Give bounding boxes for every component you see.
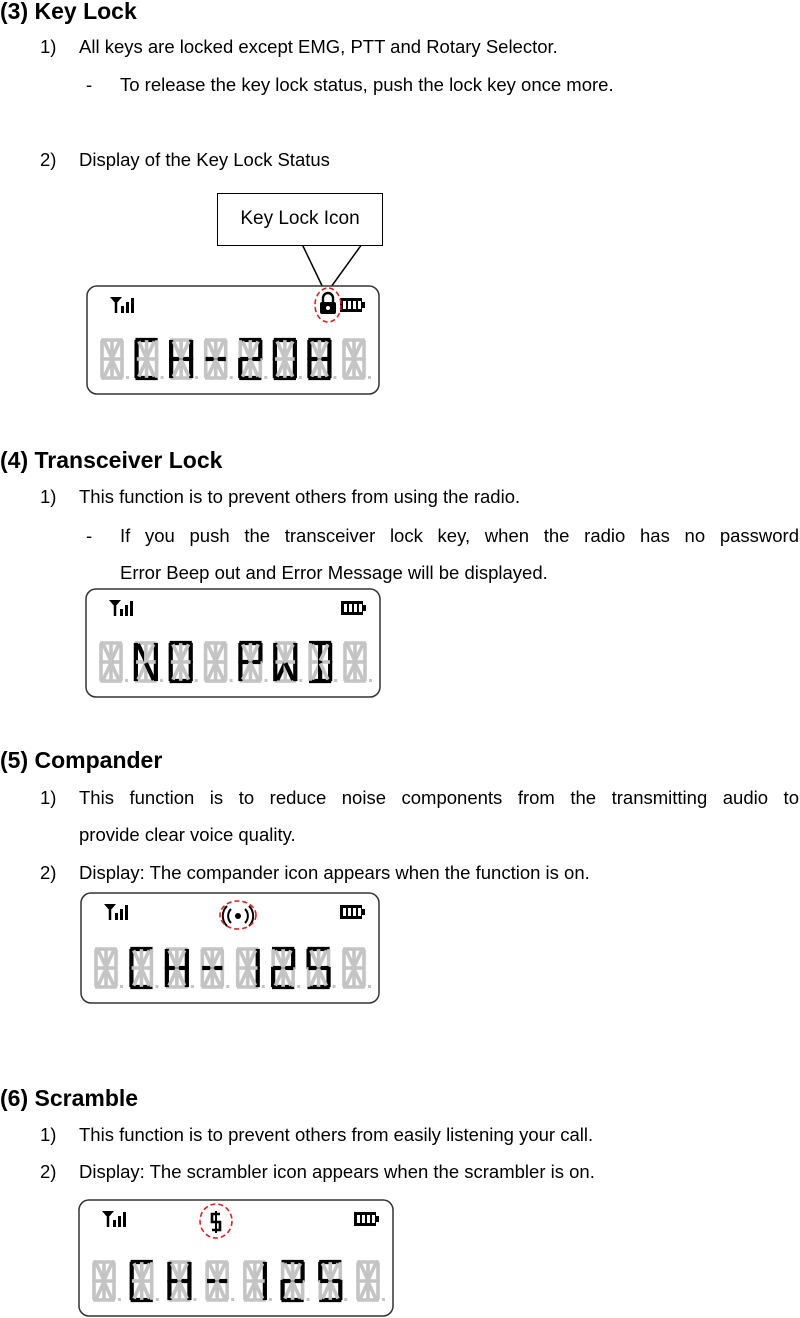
section-heading-scramble: (6) Scramble	[0, 1085, 139, 1111]
section-heading-transceiver-lock: (4) Transceiver Lock	[0, 447, 223, 473]
key-lock-sub-item: To release the key lock status, push the lock key once more.	[120, 74, 614, 95]
transceiver-lock-sub-line-1: If you push the transceiver lock key, when the radio has no password	[120, 525, 799, 546]
key-lock-item-1: All keys are locked except EMG, PTT and Rotary Selector.	[79, 36, 558, 57]
item-number: 2)	[40, 1161, 57, 1182]
dash-bullet: -	[86, 525, 93, 546]
item-number: 2)	[40, 862, 57, 883]
lcd-display	[86, 285, 380, 395]
lcd-display	[80, 892, 380, 1004]
lcd-display	[85, 588, 381, 698]
section-heading-key-lock: (3) Key Lock	[0, 0, 137, 24]
item-number: 1)	[40, 1124, 57, 1145]
item-number: 1)	[40, 486, 57, 507]
section-heading-compander: (5) Compander	[0, 747, 163, 773]
scrambler-icon	[212, 1211, 220, 1233]
compander-item-1-line-2: provide clear voice quality.	[79, 824, 296, 845]
item-number: 1)	[40, 787, 57, 808]
compander-item-1-line-1: This function is to reduce noise components from the transmitting audio to	[79, 787, 799, 808]
battery-icon	[340, 905, 365, 919]
transceiver-lock-item-1: This function is to prevent others from using the radio.	[79, 486, 521, 507]
lcd-display	[78, 1199, 394, 1317]
key-lock-icon-callout: Key Lock Icon	[217, 193, 383, 246]
battery-icon	[341, 601, 366, 615]
compander-item-2: Display: The compander icon appears when the function is on.	[79, 862, 590, 883]
scramble-item-1: This function is to prevent others from easily listening your call.	[79, 1124, 594, 1145]
scramble-item-2: Display: The scrambler icon appears when the scrambler is on.	[79, 1161, 595, 1182]
item-number: 1)	[40, 36, 57, 57]
dash-bullet: -	[86, 74, 93, 95]
item-number: 2)	[40, 149, 57, 170]
transceiver-lock-sub-line-2: Error Beep out and Error Message will be displayed.	[120, 562, 548, 583]
key-lock-item-2: Display of the Key Lock Status	[79, 149, 330, 170]
battery-icon	[354, 1212, 379, 1226]
battery-icon	[340, 298, 365, 312]
